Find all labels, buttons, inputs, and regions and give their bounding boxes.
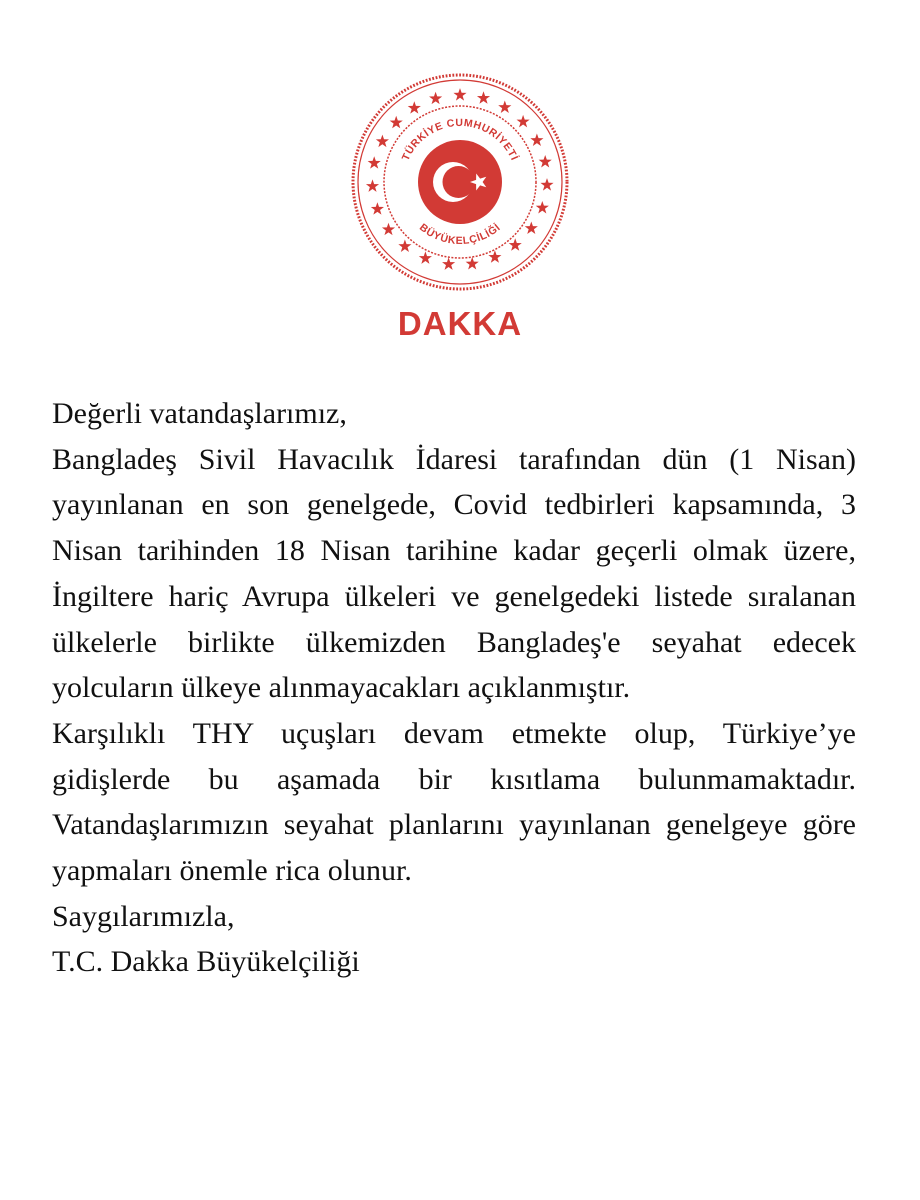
letter-paragraph: Karşılıklı THY uçuşları devam etmekte olup, Türkiye’ye gidişlerde bu aşamada bir kısıtlama bulunmamaktadır. Vatandaşlarımızın seyahat planlarını yayınlanan genelgeye göre yapmaları önemle rica olunur.: [52, 716, 856, 888]
embassy-seal: [340, 62, 580, 302]
letter-body: [52, 391, 856, 985]
embassy-city-name: DAKKA: [397, 305, 523, 342]
seal-top-text: TÜRKİYE CUMHURİYETİ: [399, 116, 521, 163]
letter-salutation: Değerli vatandaşlarımız,: [52, 397, 347, 430]
seal-bottom-text: BÜYÜKELÇİLİĞİ: [417, 221, 503, 248]
embassy-seal-graphic: [340, 62, 580, 302]
letter-paragraph: Bangladeş Sivil Havacılık İdaresi tarafından dün (1 Nisan) yayınlanan en son genelgede, Covid tedbirleri kapsamında, 3 Nisan tarihinden 18 Nisan tarihine kadar geçerli olmak üzere, İngiltere hariç Avrupa ülkeleri ve genelgedeki listede sıralanan ülkelerle birlikte ülkemizden Bangladeş'e seyahat edecek yolcuların ülkeye alınmayacakları açıklanmıştır.: [52, 442, 856, 705]
letter-closing: Saygılarımızla,: [52, 899, 235, 933]
letter-signature: T.C. Dakka Büyükelçiliği: [52, 945, 360, 979]
